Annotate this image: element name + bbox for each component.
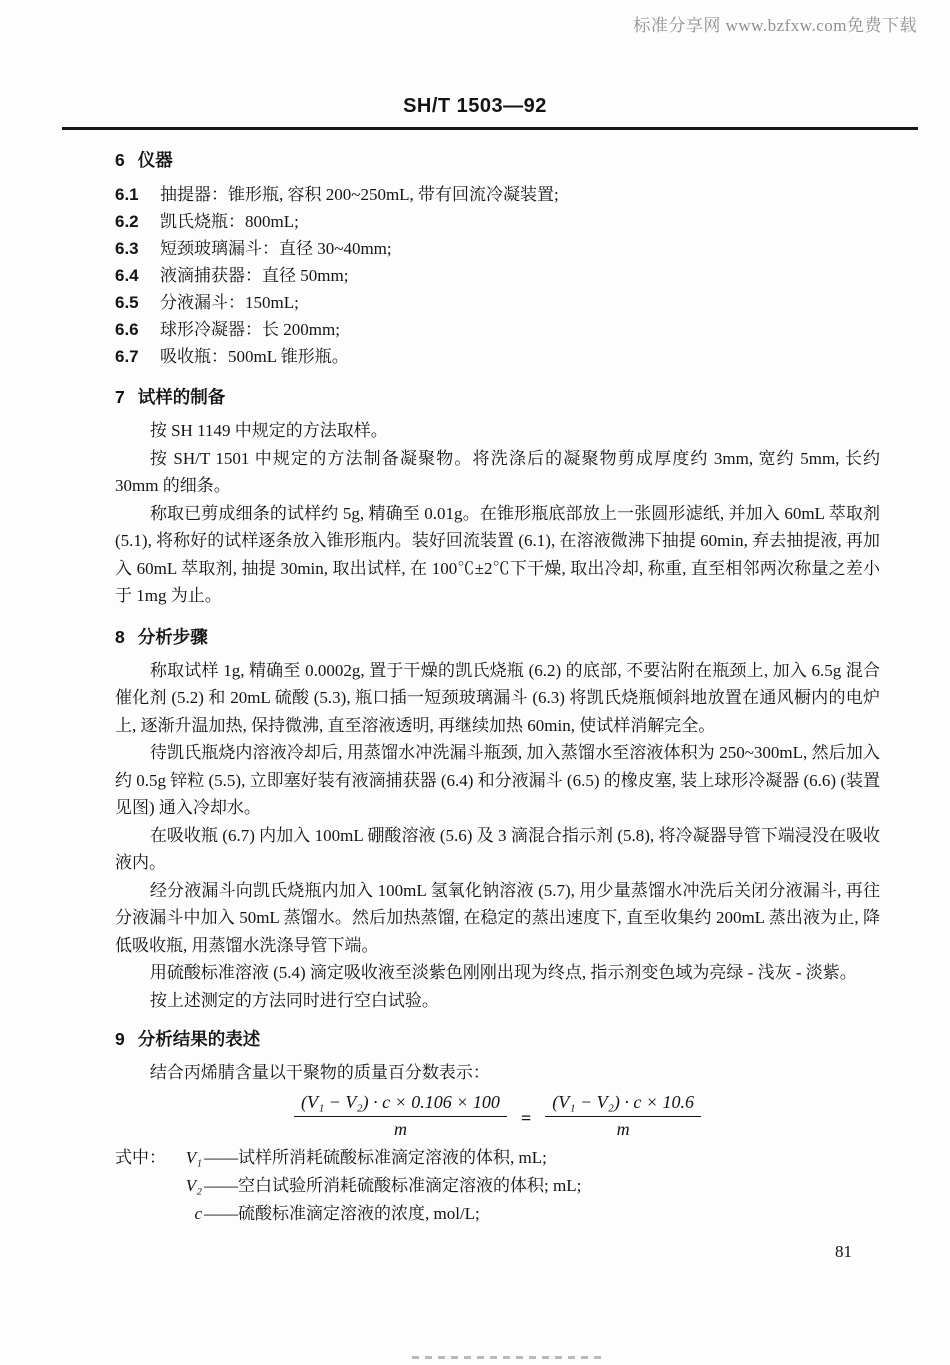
- item-number: 6.1: [115, 185, 139, 204]
- paragraph: 按 SH 1149 中规定的方法取样。: [149, 421, 388, 440]
- scan-artifact: [412, 1356, 602, 1359]
- item-text: 短颈玻璃漏斗：直径 30~40mm;: [160, 239, 392, 258]
- item-text: 球形冷凝器：长 200mm;: [160, 320, 340, 339]
- doc-number: SH/T 1503—92: [403, 95, 547, 117]
- paragraph: 用硫酸标准溶液 (5.4) 滴定吸收液至淡紫色刚刚出现为终点, 指示剂变色域为亮绿 - 浅灰 - 淡紫。: [149, 963, 857, 982]
- symbol-text: ——试样所消耗硫酸标准滴定溶液的体积, mL;: [204, 1147, 547, 1167]
- section-8-body: [115, 657, 880, 1015]
- item-text: 液滴捕获器：直径 50mm;: [160, 266, 349, 285]
- item-number: 6.7: [115, 347, 139, 366]
- section-heading-8: [115, 625, 880, 649]
- paragraph: 称取试样 1g, 精确至 0.0002g, 置于干燥的凯氏烧瓶 (6.2) 的底部, 不要沾附在瓶颈上, 加入 6.5g 混合催化剂 (5.2) 和 20mL 硫酸 (5.3), 瓶口插一短颈玻璃漏斗 (6.3) 将凯氏烧瓶倾斜地放置在通风橱内的电炉上, 逐渐升温加热, 保持微沸, 直至溶液透明, 再继续加热 60min, 使试样消解完全。: [115, 660, 880, 735]
- section-number: 7: [115, 387, 125, 407]
- symbol-definition: [170, 1200, 880, 1228]
- section-number: 8: [115, 626, 125, 647]
- paragraph: 按上述测定的方法同时进行空白试验。: [149, 990, 439, 1010]
- symbol: c: [194, 1203, 202, 1223]
- section-heading-6: [115, 148, 880, 172]
- formula-intro: 结合丙烯腈含量以干聚物的质量百分数表示：: [149, 1063, 490, 1082]
- section-heading-9: [115, 1027, 880, 1051]
- item-number: 6.4: [115, 266, 139, 285]
- equipment-item: [115, 262, 880, 289]
- page-number: 81: [835, 1241, 852, 1261]
- section-title: 分析结果的表述: [137, 1029, 261, 1049]
- item-number: 6.5: [115, 293, 139, 312]
- equipment-item: [115, 208, 880, 235]
- item-text: 抽提器：锥形瓶, 容积 200~250mL, 带有回流冷凝装置;: [160, 185, 559, 204]
- equipment-item: [115, 316, 880, 343]
- formula: [115, 1091, 880, 1140]
- paragraph: 按 SH/T 1501 中规定的方法制备凝聚物。将洗涤后的凝聚物剪成厚度约 3mm, 宽约 5mm, 长约 30mm 的细条。: [115, 448, 880, 495]
- formula-denominator: m: [616, 1118, 630, 1139]
- page-content: [115, 148, 880, 1262]
- symbol-text: ——硫酸标准滴定溶液的浓度, mol/L;: [204, 1203, 480, 1223]
- formula-numerator: (V₁ − V₂) · c × 0.106 × 100: [294, 1091, 507, 1117]
- equipment-item: [115, 181, 880, 208]
- symbol: V₁: [185, 1147, 202, 1167]
- formula-denominator: m: [393, 1118, 407, 1139]
- where-label: 式中：: [115, 1147, 166, 1167]
- item-number: 6.3: [115, 239, 139, 258]
- section-title: 试样的制备: [137, 387, 226, 407]
- symbol-text: ——空白试验所消耗硫酸标准滴定溶液的体积; mL;: [204, 1175, 582, 1195]
- section-number: 6: [115, 150, 125, 170]
- item-text: 分液漏斗：150mL;: [160, 293, 299, 312]
- section-heading-7: [115, 385, 880, 409]
- section-number: 9: [115, 1029, 125, 1049]
- symbol-definition: [115, 1144, 880, 1172]
- watermark: 标准分享网 www.bzfxw.com免费下载: [633, 16, 917, 35]
- item-text: 凯氏烧瓶：800mL;: [160, 212, 299, 231]
- symbol: V₂: [185, 1175, 202, 1195]
- formula-fraction-rhs: [545, 1091, 701, 1140]
- where-block: [115, 1144, 880, 1228]
- formula-fraction-lhs: [294, 1091, 507, 1140]
- formula-numerator: (V₁ − V₂) · c × 10.6: [545, 1091, 701, 1117]
- section-title: 仪器: [137, 150, 173, 170]
- header-rule: [62, 127, 918, 130]
- section-title: 分析步骤: [137, 626, 208, 647]
- paragraph: 在吸收瓶 (6.7) 内加入 100mL 硼酸溶液 (5.6) 及 3 滴混合指示剂 (5.8), 将冷凝器导管下端浸没在吸收液内。: [115, 825, 880, 872]
- equipment-list: [115, 181, 880, 370]
- equipment-item: [115, 235, 880, 262]
- section-9-body: [115, 1059, 880, 1262]
- item-number: 6.2: [115, 212, 139, 231]
- symbol-definition: [170, 1172, 880, 1200]
- equipment-item: [115, 343, 880, 370]
- paragraph: 经分液漏斗向凯氏烧瓶内加入 100mL 氢氧化钠溶液 (5.7), 用少量蒸馏水冲洗后关闭分液漏斗, 再往分液漏斗中加入 50mL 蒸馏水。然后加热蒸馏, 在稳定的蒸出速度下, 直至收集约 200mL 蒸出液为止, 降低吸收瓶, 用蒸馏水洗涤导管下端。: [115, 880, 880, 955]
- item-text: 吸收瓶：500mL 锥形瓶。: [160, 347, 349, 366]
- paragraph: 待凯氏瓶烧内溶液冷却后, 用蒸馏水冲洗漏斗瓶颈, 加入蒸馏水至溶液体积为 250~300mL, 然后加入约 0.5g 锌粒 (5.5), 立即塞好装有液滴捕获器 (6.4) 和分液漏斗 (6.5) 的橡皮塞, 装上球形冷凝器 (6.6) (装置见图) 通入冷却水。: [115, 743, 880, 817]
- equipment-item: [115, 289, 880, 316]
- section-7-body: [115, 417, 880, 610]
- equals-sign: =: [520, 1107, 532, 1128]
- paragraph: 称取已剪成细条的试样约 5g, 精确至 0.01g。在锥形瓶底部放上一张圆形滤纸, 并加入 60mL 萃取剂 (5.1), 将称好的试样逐条放入锥形瓶内。装好回流装置 (6.1), 在溶液微沸下抽提 60min, 弃去抽提液, 再加入 60mL 萃取剂, 抽提 30min, 取出试样, 在 100℃±2℃下干燥, 取出冷却, 称重, 直至相邻两次称量之差小于 1mg 为止。: [115, 503, 880, 605]
- item-number: 6.6: [115, 320, 139, 339]
